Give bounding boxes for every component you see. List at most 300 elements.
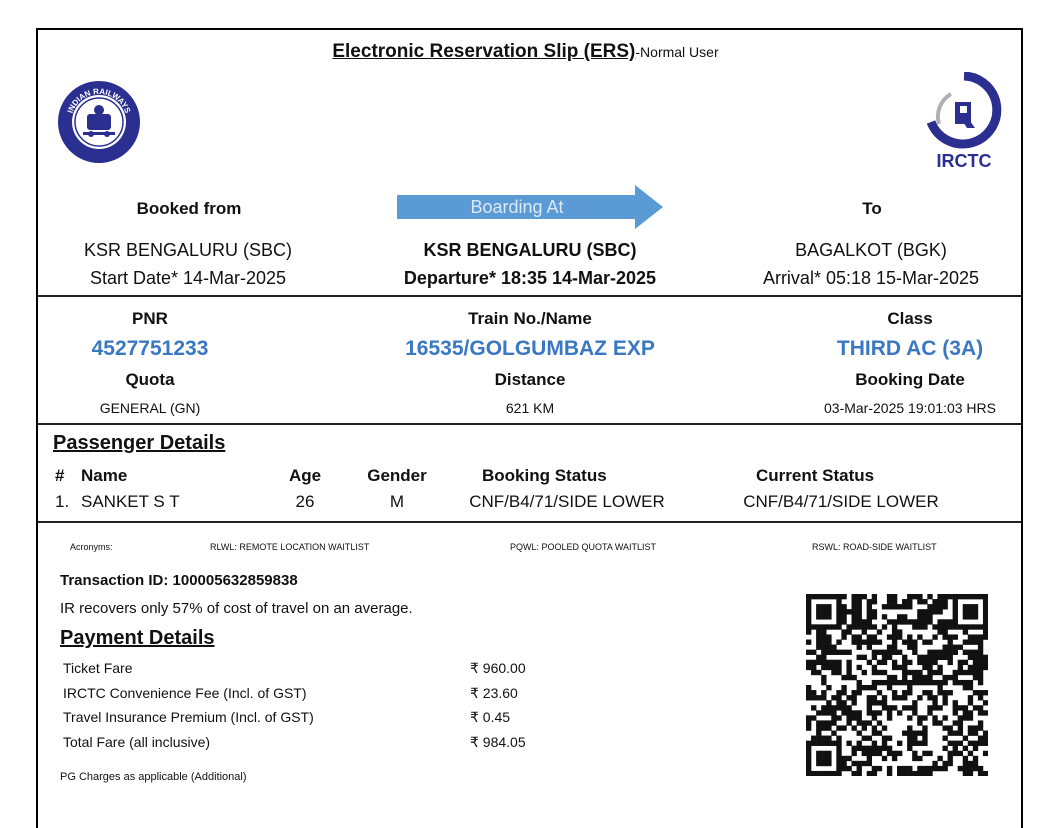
qr-module [877, 629, 882, 634]
qr-module [821, 690, 826, 695]
qr-module [857, 731, 862, 736]
qr-module [973, 650, 978, 655]
qr-module [892, 675, 897, 680]
train-label: Train No./Name [468, 309, 592, 328]
qr-module [978, 655, 983, 660]
qr-module [836, 624, 841, 629]
qr-module [922, 731, 927, 736]
qr-module [846, 624, 851, 629]
qr-module [983, 771, 988, 776]
qr-module [968, 761, 973, 766]
qr-module [857, 685, 862, 690]
payment-amount: ₹ 960.00 [470, 660, 526, 676]
qr-module [943, 650, 948, 655]
qr-module [953, 705, 958, 710]
qr-module [846, 660, 851, 665]
qr-module [867, 705, 872, 710]
qr-module [826, 614, 831, 619]
qr-module [836, 700, 841, 705]
qr-module [907, 725, 912, 730]
qr-module [968, 771, 973, 776]
qr-module [831, 645, 836, 650]
qr-module [907, 741, 912, 746]
qr-module [937, 766, 942, 771]
qr-module [922, 614, 927, 619]
qr-module [887, 736, 892, 741]
qr-module [948, 731, 953, 736]
qr-module [836, 604, 841, 609]
qr-module [932, 766, 937, 771]
qr-module [958, 766, 963, 771]
qr-module [857, 599, 862, 604]
qr-module [963, 650, 968, 655]
qr-module [882, 695, 887, 700]
qr-module [826, 720, 831, 725]
booking-date-label: Booking Date [855, 370, 965, 389]
qr-module [816, 720, 821, 725]
qr-module [902, 705, 907, 710]
qr-module [978, 710, 983, 715]
qr-module [857, 771, 862, 776]
qr-module [816, 756, 821, 761]
qr-module [973, 741, 978, 746]
qr-module [902, 766, 907, 771]
payment-amount: ₹ 984.05 [470, 734, 526, 750]
qr-module [943, 599, 948, 604]
qr-module [867, 609, 872, 614]
qr-module [836, 761, 841, 766]
qr-module [907, 715, 912, 720]
acronym-rswl: RSWL: ROAD-SIDE WAITLIST [812, 542, 937, 552]
qr-module [811, 715, 816, 720]
qr-module [857, 594, 862, 599]
qr-module [867, 604, 872, 609]
qr-module [811, 771, 816, 776]
qr-module [917, 599, 922, 604]
qr-module [836, 715, 841, 720]
qr-module [862, 594, 867, 599]
qr-module [927, 771, 932, 776]
qr-module [806, 640, 811, 645]
qr-module [806, 604, 811, 609]
qr-module [841, 594, 846, 599]
qr-module [922, 609, 927, 614]
qr-module [806, 771, 811, 776]
qr-module [937, 670, 942, 675]
qr-module [897, 695, 902, 700]
qr-module [806, 609, 811, 614]
qr-module [887, 705, 892, 710]
qr-module [862, 619, 867, 624]
qr-code [806, 594, 988, 776]
qr-module [973, 675, 978, 680]
qr-module [978, 741, 983, 746]
qr-module [857, 604, 862, 609]
qr-module [917, 609, 922, 614]
qr-module [943, 594, 948, 599]
qr-module [948, 756, 953, 761]
qr-module [958, 680, 963, 685]
qr-module [948, 741, 953, 746]
qr-module [963, 746, 968, 751]
qr-module [897, 614, 902, 619]
payment-amount: ₹ 0.45 [470, 709, 511, 725]
qr-module [887, 619, 892, 624]
qr-module [937, 655, 942, 660]
qr-module [897, 604, 902, 609]
qr-module [821, 594, 826, 599]
qr-module [852, 634, 857, 639]
qr-module [841, 685, 846, 690]
qr-module [867, 599, 872, 604]
qr-module [857, 690, 862, 695]
qr-module [841, 700, 846, 705]
qr-module [841, 705, 846, 710]
qr-module [953, 599, 958, 604]
qr-module [922, 736, 927, 741]
payment-amount: ₹ 23.60 [470, 685, 518, 701]
qr-module [963, 614, 968, 619]
qr-module [968, 725, 973, 730]
passenger-age: 26 [295, 492, 315, 511]
qr-module [877, 710, 882, 715]
qr-module [877, 660, 882, 665]
qr-module [958, 665, 963, 670]
qr-module [968, 594, 973, 599]
qr-module [821, 675, 826, 680]
qr-module [978, 766, 983, 771]
qr-module [968, 640, 973, 645]
qr-module [841, 614, 846, 619]
qr-module [867, 624, 872, 629]
qr-module [867, 614, 872, 619]
irctc-logo-text: IRCTC [936, 151, 992, 171]
qr-module [826, 761, 831, 766]
qr-module [852, 609, 857, 614]
qr-module [897, 665, 902, 670]
qr-module [922, 690, 927, 695]
qr-module [821, 629, 826, 634]
qr-module [937, 604, 942, 609]
qr-module [943, 619, 948, 624]
qr-module [852, 700, 857, 705]
qr-module [806, 660, 811, 665]
qr-module [968, 624, 973, 629]
qr-module [922, 766, 927, 771]
qr-module [927, 650, 932, 655]
qr-module [857, 680, 862, 685]
qr-module [937, 594, 942, 599]
qr-module [836, 594, 841, 599]
qr-module [872, 650, 877, 655]
qr-module [963, 640, 968, 645]
qr-module [836, 736, 841, 741]
qr-module [973, 761, 978, 766]
qr-module [892, 624, 897, 629]
qr-module [978, 705, 983, 710]
qr-module [811, 736, 816, 741]
qr-module [882, 736, 887, 741]
qr-module [948, 645, 953, 650]
qr-module [978, 771, 983, 776]
qr-module [867, 761, 872, 766]
qr-module [872, 725, 877, 730]
qr-module [872, 685, 877, 690]
qr-module [927, 660, 932, 665]
qr-module [852, 690, 857, 695]
qr-module [852, 619, 857, 624]
qr-module [826, 751, 831, 756]
qr-module [897, 766, 902, 771]
qr-module [872, 640, 877, 645]
qr-module [963, 710, 968, 715]
qr-module [831, 594, 836, 599]
qr-module [862, 670, 867, 675]
qr-module [872, 599, 877, 604]
qr-module [806, 685, 811, 690]
qr-module [907, 685, 912, 690]
qr-module [831, 731, 836, 736]
qr-module [968, 680, 973, 685]
qr-module [937, 629, 942, 634]
qr-module [806, 624, 811, 629]
qr-module [902, 675, 907, 680]
qr-module [892, 756, 897, 761]
qr-module [836, 609, 841, 614]
qr-module [912, 640, 917, 645]
qr-module [846, 665, 851, 670]
qr-module [816, 645, 821, 650]
qr-module [862, 685, 867, 690]
qr-module [816, 655, 821, 660]
qr-module [927, 766, 932, 771]
qr-module [826, 665, 831, 670]
qr-module [973, 660, 978, 665]
qr-module [973, 746, 978, 751]
qr-module [978, 594, 983, 599]
qr-module [917, 756, 922, 761]
divider [38, 295, 1021, 297]
qr-module [826, 640, 831, 645]
qr-module [907, 594, 912, 599]
qr-module [877, 690, 882, 695]
qr-module [882, 680, 887, 685]
qr-module [917, 594, 922, 599]
qr-module [927, 751, 932, 756]
qr-module [867, 700, 872, 705]
qr-module [867, 710, 872, 715]
qr-module [973, 665, 978, 670]
qr-module [867, 751, 872, 756]
qr-module [897, 680, 902, 685]
qr-module [897, 771, 902, 776]
qr-module [887, 680, 892, 685]
qr-module [887, 650, 892, 655]
qr-module [932, 604, 937, 609]
qr-module [983, 594, 988, 599]
qr-module [867, 634, 872, 639]
qr-module [958, 725, 963, 730]
qr-module [968, 665, 973, 670]
qr-module [831, 695, 836, 700]
qr-module [862, 655, 867, 660]
qr-module [821, 756, 826, 761]
qr-module [892, 634, 897, 639]
qr-module [852, 604, 857, 609]
qr-module [857, 609, 862, 614]
qr-module [948, 751, 953, 756]
qr-module [917, 766, 922, 771]
qr-module [897, 751, 902, 756]
qr-module [806, 665, 811, 670]
qr-module [892, 665, 897, 670]
qr-module [862, 725, 867, 730]
qr-module [902, 670, 907, 675]
qr-module [958, 670, 963, 675]
qr-module [826, 624, 831, 629]
qr-module [968, 609, 973, 614]
qr-module [841, 650, 846, 655]
qr-module [862, 640, 867, 645]
qr-module [806, 614, 811, 619]
qr-module [816, 695, 821, 700]
qr-module [927, 680, 932, 685]
payment-label: IRCTC Convenience Fee (Incl. of GST) [63, 685, 307, 701]
qr-module [836, 756, 841, 761]
qr-module [887, 685, 892, 690]
qr-module [846, 720, 851, 725]
qr-module [932, 634, 937, 639]
qr-module [953, 634, 958, 639]
qr-module [927, 614, 932, 619]
qr-module [816, 751, 821, 756]
qr-module [932, 670, 937, 675]
qr-module [948, 624, 953, 629]
qr-module [826, 685, 831, 690]
qr-module [922, 640, 927, 645]
qr-module [887, 710, 892, 715]
qr-module [912, 751, 917, 756]
qr-module [846, 710, 851, 715]
qr-module [912, 645, 917, 650]
qr-module [852, 675, 857, 680]
qr-module [821, 725, 826, 730]
qr-module [968, 700, 973, 705]
transaction-id: Transaction ID: 100005632859838 [60, 572, 298, 589]
qr-module [963, 624, 968, 629]
qr-module [867, 736, 872, 741]
qr-module [948, 690, 953, 695]
ers-subtitle: -Normal User [635, 44, 719, 60]
qr-module [806, 715, 811, 720]
qr-module [867, 660, 872, 665]
qr-module [857, 741, 862, 746]
qr-module [857, 761, 862, 766]
qr-module [917, 655, 922, 660]
qr-module [857, 614, 862, 619]
qr-module [877, 731, 882, 736]
qr-module [983, 634, 988, 639]
qr-module [826, 725, 831, 730]
qr-module [862, 751, 867, 756]
qr-module [882, 650, 887, 655]
qr-module [852, 640, 857, 645]
qr-module [806, 594, 811, 599]
qr-module [806, 761, 811, 766]
qr-module [877, 751, 882, 756]
qr-module [943, 700, 948, 705]
qr-module [968, 710, 973, 715]
qr-module [806, 629, 811, 634]
qr-module [953, 675, 958, 680]
qr-module [907, 640, 912, 645]
qr-module [917, 715, 922, 720]
qr-module [943, 761, 948, 766]
qr-module [932, 609, 937, 614]
qr-module [806, 720, 811, 725]
qr-module [963, 604, 968, 609]
qr-module [907, 634, 912, 639]
qr-module [826, 700, 831, 705]
qr-module [846, 650, 851, 655]
qr-module [937, 690, 942, 695]
qr-module [963, 670, 968, 675]
qr-module [983, 736, 988, 741]
to-label: To [862, 199, 882, 218]
qr-module [877, 700, 882, 705]
qr-module [811, 594, 816, 599]
qr-module [872, 710, 877, 715]
qr-module [968, 670, 973, 675]
qr-module [872, 700, 877, 705]
cost-note: IR recovers only 57% of cost of travel on an average. [60, 600, 413, 617]
qr-module [846, 756, 851, 761]
qr-module [836, 670, 841, 675]
qr-module [852, 695, 857, 700]
start-date: Start Date* 14-Mar-2025 [89, 268, 287, 288]
qr-module [882, 655, 887, 660]
qr-module [958, 731, 963, 736]
qr-module [887, 766, 892, 771]
qr-module [872, 655, 877, 660]
qr-module [978, 650, 983, 655]
qr-module [953, 680, 958, 685]
qr-module [927, 695, 932, 700]
qr-module [943, 725, 948, 730]
qr-module [882, 670, 887, 675]
qr-module [892, 604, 897, 609]
qr-module [826, 650, 831, 655]
qr-module [836, 690, 841, 695]
qr-module [811, 660, 816, 665]
qr-module [846, 715, 851, 720]
qr-module [943, 629, 948, 634]
qr-module [943, 634, 948, 639]
qr-module [983, 624, 988, 629]
qr-module [963, 766, 968, 771]
qr-module [821, 650, 826, 655]
qr-module [937, 680, 942, 685]
qr-module [983, 614, 988, 619]
qr-module [862, 624, 867, 629]
qr-module [826, 645, 831, 650]
qr-module [943, 695, 948, 700]
qr-module [806, 690, 811, 695]
acronym-rlwl: RLWL: REMOTE LOCATION WAITLIST [210, 542, 370, 552]
qr-module [973, 756, 978, 761]
qr-module [887, 771, 892, 776]
qr-module [907, 660, 912, 665]
